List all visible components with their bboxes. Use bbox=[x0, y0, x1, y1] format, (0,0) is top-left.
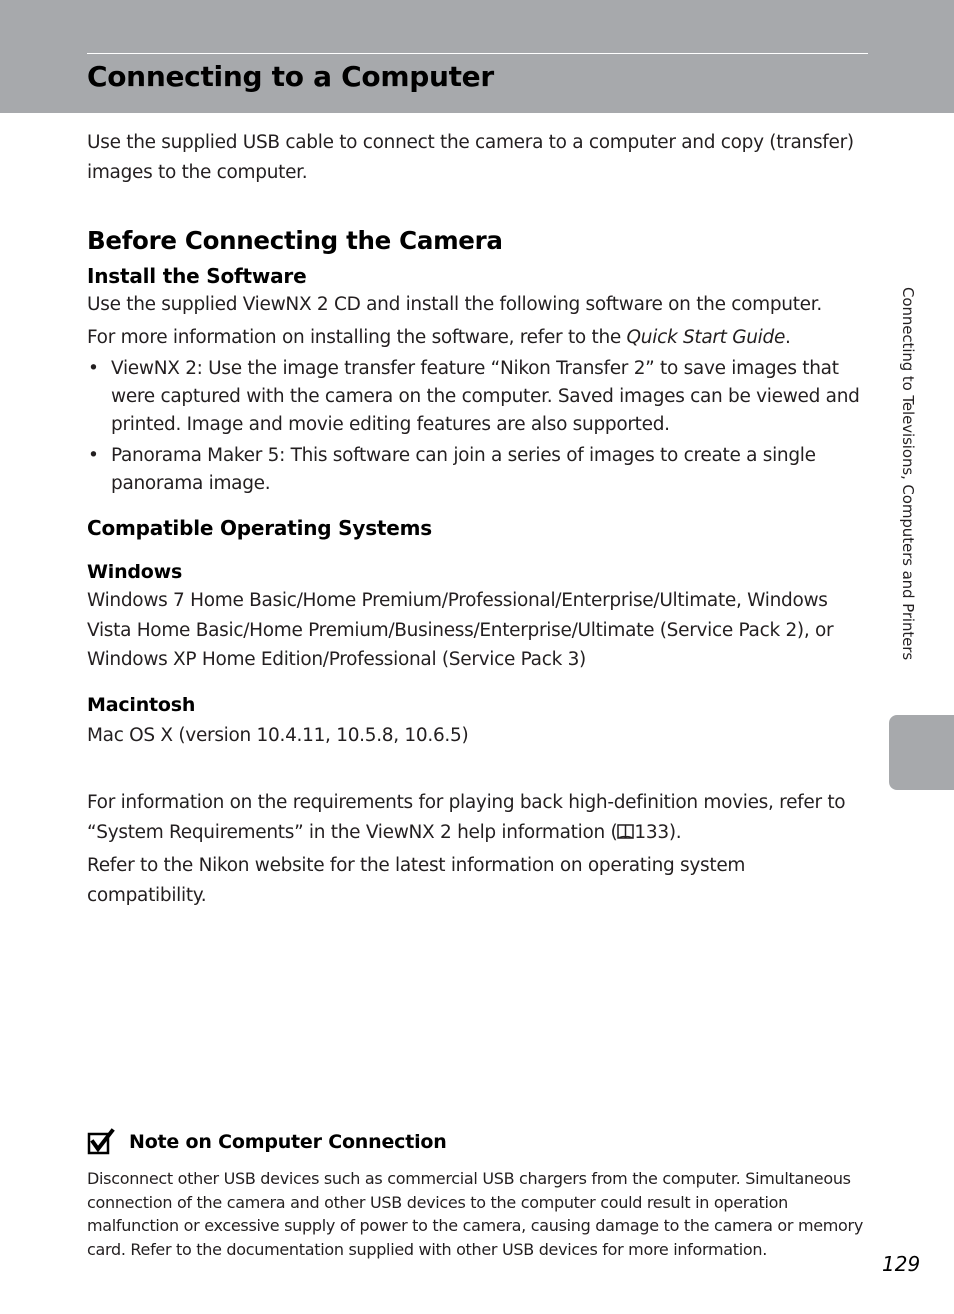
bullet-icon: • bbox=[88, 358, 99, 379]
header-rule bbox=[87, 53, 868, 54]
macintosh-paragraph: Mac OS X (version 10.4.11, 10.5.8, 10.6.5) bbox=[87, 724, 469, 746]
note-box bbox=[87, 1125, 869, 1261]
hd-movie-end: ). bbox=[668, 821, 682, 843]
page-title: Connecting to a Computer bbox=[87, 60, 494, 93]
section-side-label: Connecting to Televisions, Computers and Printers bbox=[899, 287, 917, 661]
hd-movie-paragraph bbox=[87, 788, 869, 848]
check-box-icon bbox=[87, 1128, 115, 1156]
macintosh-heading: Macintosh bbox=[87, 693, 196, 716]
windows-paragraph: Windows 7 Home Basic/Home Premium/Professional/Enterprise/Ultimate, Windows Vista Home Basic/Home Premium/Business/Enterprise/Ultimate (Service Pack 2), or Windows XP Home Edition/Professional (Service Pack 3) bbox=[87, 590, 834, 670]
list-item-text: ViewNX 2: Use the image transfer feature “Nikon Transfer 2” to save images that were captured with the camera on the computer. Saved images can be viewed and printed. Image and movie editing features are also supported. bbox=[111, 358, 860, 435]
nikon-website-paragraph: Refer to the Nikon website for the latest information on operating system compatibility. bbox=[87, 854, 746, 906]
list-item bbox=[87, 442, 869, 498]
page-number: 129 bbox=[882, 1252, 921, 1276]
section-heading: Before Connecting the Camera bbox=[87, 226, 503, 255]
bullet-icon: • bbox=[88, 445, 99, 466]
section-side-tab bbox=[889, 715, 954, 790]
os-heading: Compatible Operating Systems bbox=[87, 516, 432, 540]
list-item bbox=[87, 355, 869, 439]
software-list bbox=[87, 355, 869, 498]
install-paragraph-1: Use the supplied ViewNX 2 CD and install the following software on the computer. bbox=[87, 294, 822, 315]
install-p2-text: For more information on installing the software, refer to the bbox=[87, 327, 627, 348]
intro-paragraph: Use the supplied USB cable to connect the camera to a computer and copy (transfer) images to the computer. bbox=[87, 132, 854, 183]
list-item-text: Panorama Maker 5: This software can join a series of images to create a single panorama image. bbox=[111, 445, 816, 494]
header-band bbox=[0, 0, 954, 113]
book-reference-icon bbox=[617, 823, 634, 840]
install-p2-end: . bbox=[785, 327, 791, 348]
install-paragraph-2 bbox=[87, 323, 869, 353]
windows-heading: Windows bbox=[87, 561, 183, 583]
quick-start-guide-title: Quick Start Guide bbox=[626, 327, 786, 348]
hd-page-ref[interactable]: 133 bbox=[634, 821, 669, 843]
note-title: Note on Computer Connection bbox=[129, 1131, 447, 1153]
note-header bbox=[87, 1125, 869, 1159]
main-content bbox=[87, 128, 869, 911]
note-text: Disconnect other USB devices such as commercial USB chargers from the computer. Simultaneous connection of the camera and other USB devices to the computer could result in operation malfunction or excessive supply of power to the camera, causing damage to the camera or memory card. Refer to the documentation supplied with other USB devices for more information. bbox=[87, 1169, 863, 1259]
hd-movie-text: For information on the requirements for playing back high-definition movies, refer to “System Requirements” in the ViewNX 2 help information ( bbox=[87, 791, 846, 843]
install-heading: Install the Software bbox=[87, 264, 307, 288]
